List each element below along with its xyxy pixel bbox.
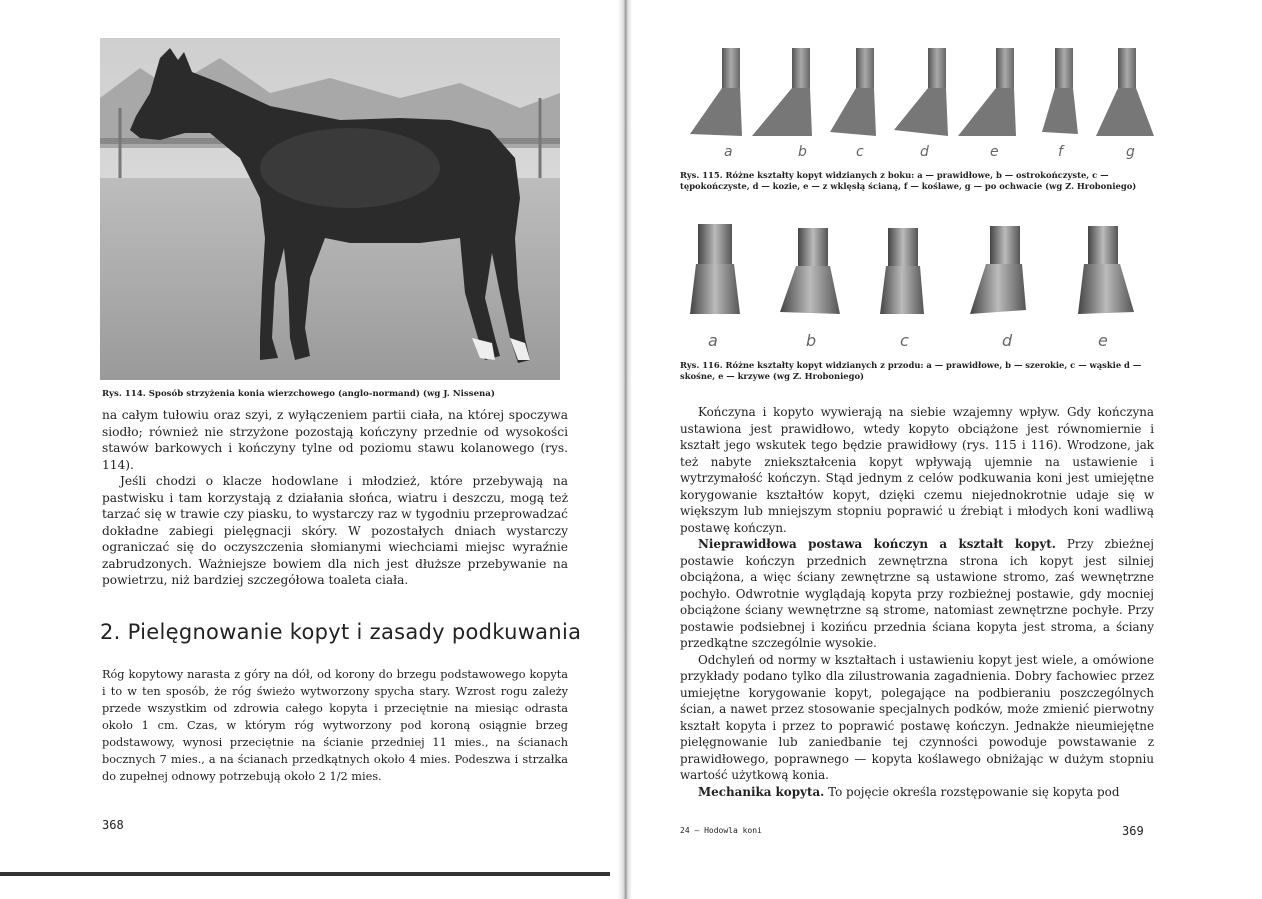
paragraph-text: To pojęcie określa rozstępowanie się kopyta pod [824,784,1120,799]
figure-115-hooves [680,44,1170,162]
hoof-side-c [830,48,876,136]
paragraph [680,784,1154,801]
hoof-front-a [690,224,740,314]
page-number: 368 [102,818,124,832]
hoof-front-e [1078,226,1134,314]
hoof-letter: b [806,331,817,350]
hoof-letter: a [724,144,733,160]
hoof-side-d [894,48,948,136]
right-page [632,0,1262,899]
hoof-letter: e [990,144,999,160]
paragraph: Odchyleń od normy w kształtach i ustawieniu kopyt jest wiele, a omówione przykłady podano tylko dla zilustrowania zagadnienia. Dobry fachowiec przez umiejętne korygowanie kopyt, polegające na podbieraniu poszczególnych ścian, a nawet przez stosowanie specjalnych podków, może zmienić pierwotny kształt kopyta i przez to poprawić postawę kończyn. Jednakże nieumiejętne pielęgnowanie lub zaniedbanie tej czynności powoduje powstawanie z prawidłowego, poprawnego — kopyta koślawego obniżając w dużym stopniu wartość użytkową konia. [680,652,1154,782]
hoof-letter: c [900,331,909,350]
figure-114-caption: Rys. 114. Sposób strzyżenia konia wierzchowego (anglo-normand) (wg J. Nissena) [102,389,495,399]
hoof-letter: a [708,331,718,350]
paragraph: Jeśli chodzi o klacze hodowlane i młodzież, które przebywają na pastwisku i tam korzystają z działania słońca, wiatru i deszczu, mogą też tarzać się w trawie czy piasku, to wystarczy raz w tygodniu przeprowadzać dokładne zabiegi pielęgnacji skóry. W pozostałych dniach wystarczy ograniczać się do oczyszczenia słomianymi wiechciami miejsc wyraźnie zabrudzonych. Ważniejsze bowiem dla nich jest dłuższe przebywanie na powietrzu, niż bardziej szczegółowa toaleta ciała. [102,474,568,587]
hoof-letter: e [1098,331,1108,350]
right-body-text [680,404,1154,800]
hoof-letter: f [1058,144,1063,160]
left-body-text [102,407,568,589]
hoof-letter: b [798,144,807,160]
figure-115-caption: Rys. 115. Różne kształty kopyt widzianych z boku: a — prawidłowe, b — ostrokończyste, c — tępokończyste, d — kozie, e — z wklęsłą ścianą, f — koślawe, g — po ochwacie (wg Z. Hroboniego) [680,170,1137,191]
hoof-side-e [958,48,1016,136]
page-number: 369 [1122,824,1144,838]
figure-116-caption: Rys. 116. Różne kształty kopyt widzianych z przodu: a — prawidłowe, b — szerokie, c — wąskie d — skośne, e — krzywe (wg Z. Hroboniego) [680,360,1142,381]
hoof-side-g [1096,48,1154,136]
hoof-front-b [780,228,840,314]
footer-note: 24 — Hodowla koni [680,826,762,835]
figure-116-hooves [680,222,1170,352]
paragraph [680,536,1154,652]
paragraph: Kończyna i kopyto wywierają na siebie wzajemny wpływ. Gdy kończyna ustawiona jest prawidłowo, wtedy kopyto obciążone jest równomiernie i kształt jego wskutek tego będzie prawidłowy (rys. 115 i 116). Wrodzone, jak też nabyte zniekształcenia kopyt wpływają ujemnie na ustawienie i wytrzymałość kończyn. Stąd jednym z celów podkuwania koni jest umiejętne korygowanie kształtów kopyt, dzięki czemu niejednokrotnie udaje się w większym lub mniejszym stopniu poprawić u źrebiąt i młodych koni wadliwą postawę kończyn. [680,405,1154,535]
hoof-side-a [690,48,742,136]
paragraph-text: Przy zbieżnej postawie kończyn przednich zewnętrzna strona ich kopyt jest silniej obciążona, a więc ściany zewnętrzne są ustawione stromo, zaś wewnętrzne pochyło. Odwrotnie wyglądają kopyta przy rozbieżnej postawie, gdy mocniej obciążone ściany wewnętrzne są strome, natomiast zewnętrzne pochyłe. Przy postawie podsiebnej i kozińcu przednia ściana kopyta jest stroma, a ściany przedkątne szczególnie wysokie. [680,537,1154,650]
hoof-front-d [970,226,1026,314]
hoof-letter: d [920,144,929,160]
hoof-letter: g [1126,144,1135,160]
hoof-letter: d [1002,331,1013,350]
hoof-front-c [880,228,924,314]
hoof-side-b [752,48,812,136]
section-heading: 2. Pielęgnowanie kopyt i zasady podkuwania [100,620,582,644]
hoof-side-f [1042,48,1078,134]
paragraph: na całym tułowiu oraz szyi, z wyłączeniem partii ciała, na której spoczywa siodło; również nie strzyżone pozostają kończyny przednie od wysokości stawów barkowych i kończyny tylne od poziomu stawu kolanowego (rys. 114). [102,408,568,472]
section-paragraph: Róg kopytowy narasta z góry na dół, od korony do brzegu podstawowego kopyta i to w ten sposób, że róg świeżo wytworzony spycha stary. Wzrost rogu zależy przede wszystkim od zdrowia całego kopyta i przeciętnie na miesiąc odrasta około 1 cm. Czas, w którym róg wytworzony pod koroną osiągnie brzeg podstawowy, wynosi przeciętnie na ścianie przedniej 11 mies., na ścianach bocznych 7 mies., a na ścianach przedkątnych około 4 mies. Podeszwa i strzałka do zupełnej odnowy potrzebują około 2 1/2 mies. [102,668,568,783]
hoof-letter: c [856,144,864,160]
left-page [0,0,628,899]
horse-photo [100,38,560,380]
run-in-heading: Mechanika kopyta. [698,784,825,799]
run-in-heading: Nieprawidłowa postawa kończyn a kształt kopyt. [698,537,1056,551]
